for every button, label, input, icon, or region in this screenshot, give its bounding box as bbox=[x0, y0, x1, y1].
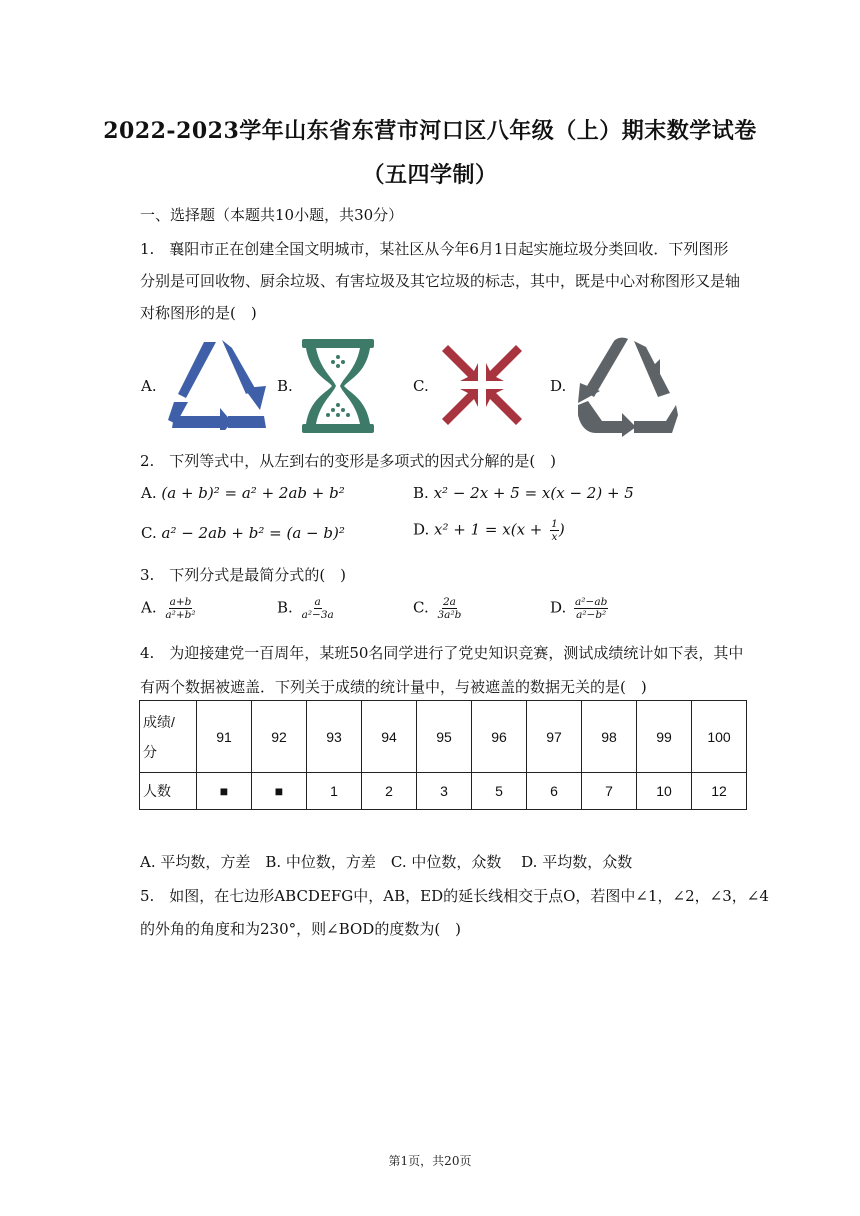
fraction-numerator: a bbox=[314, 596, 321, 608]
q2-option-a bbox=[141, 484, 345, 502]
q1-option-b-label: B. bbox=[277, 377, 293, 395]
table-cell: 7 bbox=[582, 773, 637, 810]
hourglass-green-icon bbox=[300, 339, 376, 433]
q2-option-d-formula-end: ) bbox=[558, 520, 565, 539]
q1-text-line2: 分别是可回收物、厨余垃圾、有害垃圾及其它垃圾的标志，其中，既是中心对称图形又是轴 bbox=[140, 272, 741, 290]
q3-option-b-fraction bbox=[301, 596, 335, 621]
fraction-denominator: a²+b² bbox=[165, 609, 196, 621]
q1-option-c-label: C. bbox=[413, 377, 429, 395]
q2-option-c-label: C. bbox=[141, 524, 157, 542]
q2-option-d bbox=[413, 518, 565, 543]
fraction-denominator: 3a²b bbox=[437, 609, 462, 621]
q3-option-b bbox=[277, 596, 335, 621]
fraction-numerator: 1 bbox=[551, 518, 558, 530]
q2-option-d-fraction bbox=[550, 518, 559, 543]
q2-option-b-label: B. bbox=[413, 484, 429, 502]
fraction-denominator: a²−b² bbox=[576, 609, 607, 621]
q3-option-a-label: A. bbox=[141, 598, 157, 617]
q2-option-a-label: A. bbox=[141, 484, 157, 502]
table-row bbox=[140, 701, 747, 773]
q2-option-b-formula: x² − 2x + 5 = x(x − 2) + 5 bbox=[433, 484, 634, 502]
fraction-numerator: 2a bbox=[442, 596, 456, 608]
table-cell: 1 bbox=[307, 773, 362, 810]
q3-stem: 3. 下列分式是最简分式的( ) bbox=[140, 566, 347, 584]
table-cell: 3 bbox=[417, 773, 472, 810]
q2-option-a-formula: (a + b)² = a² + 2ab + b² bbox=[161, 484, 345, 502]
table-row bbox=[140, 773, 747, 810]
table-cell: 95 bbox=[417, 701, 472, 773]
q3-option-b-label: B. bbox=[277, 598, 293, 617]
page-footer: 第1页，共20页 bbox=[388, 1154, 472, 1168]
table-cell: 97 bbox=[527, 701, 582, 773]
table-cell: 10 bbox=[637, 773, 692, 810]
recycle-triangle-blue-icon bbox=[166, 336, 270, 430]
q5-text-line1: 5. 如图，在七边形ABCDEFG中，AB，ED的延长线相交于点O，若图中∠1，∠2，∠3，∠4 bbox=[140, 887, 769, 905]
table-cell: 98 bbox=[582, 701, 637, 773]
q1-option-a-label: A. bbox=[141, 377, 157, 395]
q4-text-line2: 有两个数据被遮盖．下列关于成绩的统计量中，与被遮盖的数据无关的是( ) bbox=[140, 678, 647, 696]
q5-text-line2: 的外角的角度和为230°，则∠BOD的度数为( ) bbox=[140, 920, 462, 938]
table-cell: 6 bbox=[527, 773, 582, 810]
q2-stem: 2. 下列等式中，从左到右的变形是多项式的因式分解的是( ) bbox=[140, 452, 557, 470]
table-cell: 94 bbox=[362, 701, 417, 773]
q3-option-d-fraction bbox=[574, 596, 608, 621]
fraction-denominator: a²−3a bbox=[301, 609, 334, 621]
q4-text-line1: 4. 为迎接建党一百周年，某班50名同学进行了党史知识竞赛，测试成绩统计如下表，其中 bbox=[140, 644, 744, 662]
section-heading: 一、选择题（本题共10小题，共30分） bbox=[140, 206, 404, 224]
fraction-numerator: a+b bbox=[169, 596, 192, 608]
table-cell: 92 bbox=[252, 701, 307, 773]
q1-text-line1: 1. 襄阳市正在创建全国文明城市，某社区从今年6月1日起实施垃圾分类回收．下列图形 bbox=[140, 240, 729, 258]
score-table bbox=[139, 700, 747, 810]
table-cell: 5 bbox=[472, 773, 527, 810]
q3-option-c-label: C. bbox=[413, 598, 429, 617]
table-cell: 96 bbox=[472, 701, 527, 773]
table-cell: 100 bbox=[692, 701, 747, 773]
q2-option-b bbox=[413, 484, 634, 502]
table-cell: 2 bbox=[362, 773, 417, 810]
q1-option-d-label: D. bbox=[550, 377, 567, 395]
q3-option-d-label: D. bbox=[550, 598, 567, 617]
q3-option-d bbox=[550, 596, 608, 621]
score-header-line2: 分 bbox=[143, 743, 157, 760]
q2-option-d-label: D. bbox=[413, 520, 430, 539]
q4-options: A. 平均数，方差 B. 中位数，方差 C. 中位数，众数 D. 平均数，众数 bbox=[140, 853, 633, 871]
score-header-line1: 成绩/ bbox=[143, 713, 175, 730]
q3-option-c-fraction bbox=[437, 596, 463, 621]
table-header-cell bbox=[140, 701, 197, 773]
q1-text-line3: 对称图形的是( ) bbox=[140, 304, 257, 322]
q2-option-c-formula: a² − 2ab + b² = (a − b)² bbox=[161, 524, 345, 542]
q2-option-c bbox=[141, 524, 345, 542]
table-cell: ■ bbox=[252, 773, 307, 810]
q3-option-a bbox=[141, 596, 197, 621]
table-cell: 91 bbox=[197, 701, 252, 773]
recycle-triangle-gray-icon bbox=[574, 335, 680, 437]
exam-subtitle: （五四学制） bbox=[362, 162, 498, 188]
table-cell: ■ bbox=[197, 773, 252, 810]
table-cell: 12 bbox=[692, 773, 747, 810]
count-header-cell: 人数 bbox=[140, 773, 197, 810]
fraction-denominator: x bbox=[551, 531, 558, 543]
q3-option-a-fraction bbox=[164, 596, 196, 621]
exam-title: 2022-2023学年山东省东营市河口区八年级（上）期末数学试卷 bbox=[103, 118, 757, 144]
inward-arrows-x-red-icon bbox=[438, 341, 526, 429]
q2-option-d-formula-start: x² + 1 = x(x + bbox=[434, 520, 548, 539]
table-cell: 93 bbox=[307, 701, 362, 773]
fraction-numerator: a²−ab bbox=[575, 596, 608, 608]
table-cell: 99 bbox=[637, 701, 692, 773]
q3-option-c bbox=[413, 596, 462, 621]
